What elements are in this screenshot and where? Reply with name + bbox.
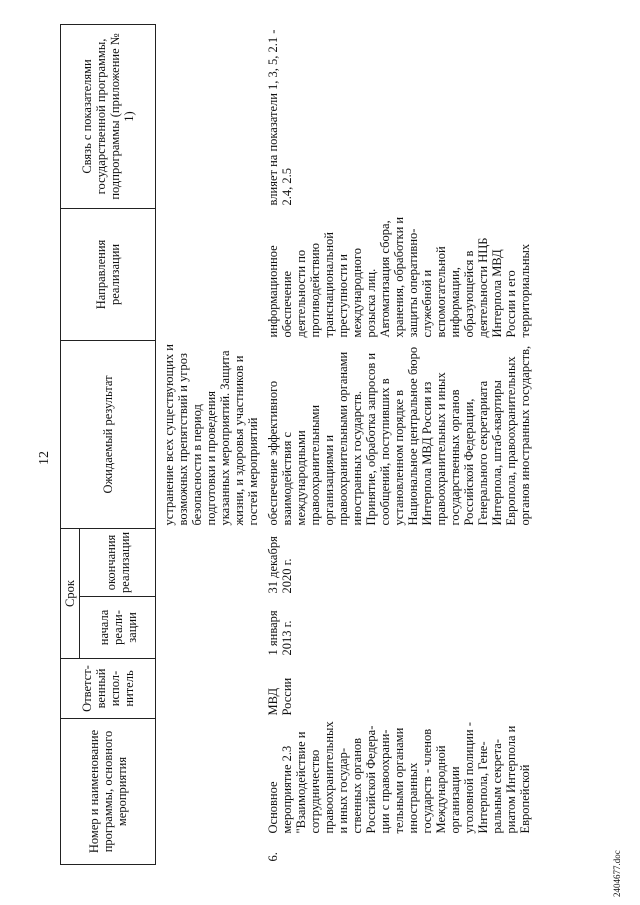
continuation-result: устранение всех существующих и возможных препятствий и угроз безопасности в период подготовки и проведения указанных мероприятий. Защита жизни, и здоровья участников и гостей мероприятий	[162, 344, 260, 526]
header-term-end: окончания реализации	[80, 528, 156, 596]
row-end: 31 декабря 2020 г.	[266, 536, 294, 594]
program-table	[60, 24, 532, 865]
row-program: Основное мероприятие 2.3 "Взаимодействие и сотрудничество правоохранительных и иных государ-ственных органов Российской Федера-ции с правоохрани-тельными органами иностранных государств - членов Международной организации уголовной полиции - Интерпола, Гене-ральным секрета-риатом Интерпола и Европейской	[266, 721, 532, 834]
row-executor: МВД России	[266, 677, 294, 716]
header-term-start: начала реали-зации	[80, 596, 156, 658]
row-link: влияет на показатели 1, 3, 5, 2.1 - 2.4, 2.5	[266, 29, 294, 206]
row-result: обеспечение эффективного взаимодействия с международными правоохранительными организациями и правоохранительными органами иностранных государств. Принятие, обработка запросов и сообщений, поступивших в установленном порядке в Национальное центральное бюро Интерпола МВД России из правоохранительных и иных государственных органов Российской Федерации, Генерального секретариата Интерпола, штаб-квартиры Европола, правоохранительных органов иностранных государств,	[266, 345, 532, 526]
header-executor: Ответст-венный испол-нитель	[61, 658, 156, 718]
page-number: 12	[37, 451, 52, 465]
row-directions: информационное обеспечение деятельности по противодействию транснациональной преступности и международного розыска лиц. Автоматизация сбора, хранения, обработки и защиты оперативно-служебной и вспомогательной информации, образующейся в деятельности НЦБ Интерпола МВД России и его территориальных	[266, 216, 532, 338]
row-start: 1 января 2013 г.	[266, 610, 294, 656]
header-link: Связь с показателями государственной программы, подпрограммы (приложение № 1)	[61, 24, 156, 208]
header-result: Ожидаемый результат	[61, 340, 156, 528]
continuation-row	[156, 24, 261, 864]
header-program-name: Номер и наименование программы, основного мероприятия	[61, 718, 156, 864]
header-term: Срок	[61, 528, 80, 658]
document-id: 2404677.doc	[612, 850, 622, 897]
table-row	[260, 24, 532, 864]
row-number: 6.	[266, 852, 280, 862]
header-directions: Направления реализации	[61, 208, 156, 340]
